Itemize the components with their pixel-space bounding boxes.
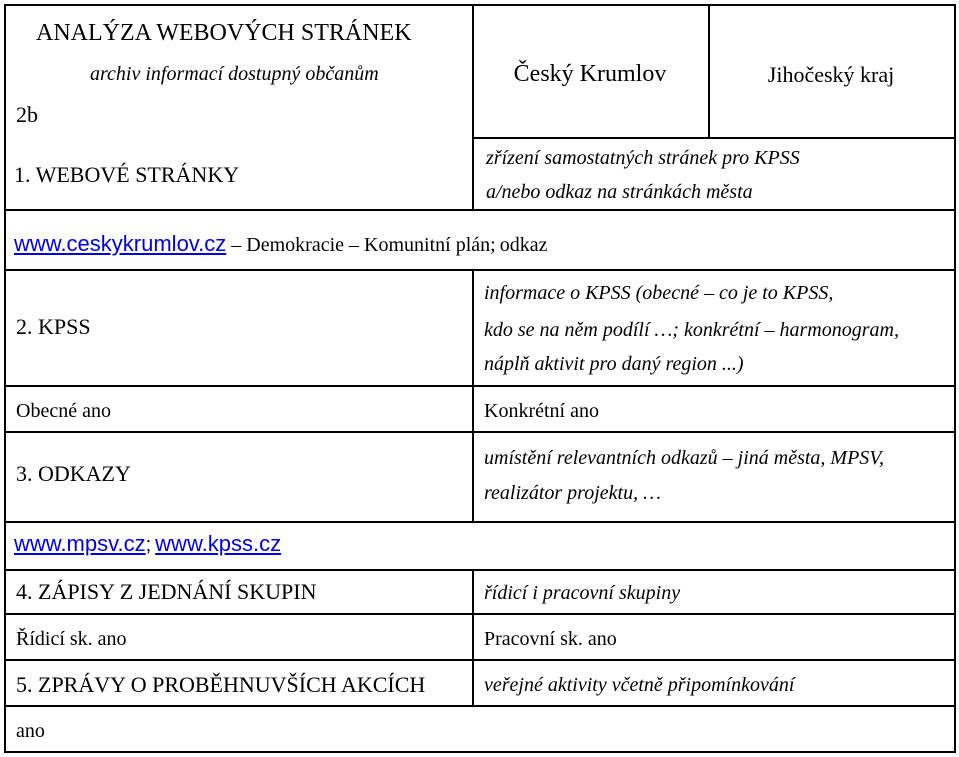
section3-heading-cell bbox=[4, 431, 474, 523]
region-name: Jihočeský kraj bbox=[767, 62, 895, 87]
form-code: 2b bbox=[16, 102, 38, 127]
section3-heading: 3. ODKAZY bbox=[16, 461, 131, 486]
section2-note-cell bbox=[472, 269, 956, 387]
section3-links-line bbox=[14, 533, 281, 555]
section1-note-line2: a/nebo odkaz na stránkách města bbox=[486, 181, 753, 203]
working-answer-line bbox=[484, 629, 617, 649]
section1-note-cell bbox=[472, 137, 956, 211]
form-title: ANALÝZA WEBOVÝCH STRÁNEK bbox=[36, 20, 412, 46]
specific-answer: ano bbox=[570, 400, 599, 422]
steering-answer-line bbox=[16, 629, 127, 649]
working-answer: ano bbox=[587, 628, 617, 650]
section2-specific-cell bbox=[472, 385, 956, 433]
section2-general-cell bbox=[4, 385, 474, 433]
section1-answer-line bbox=[14, 233, 547, 255]
section4-heading: 4. ZÁPISY Z JEDNÁNÍ SKUPIN bbox=[16, 579, 317, 604]
section5-answer-row bbox=[4, 705, 956, 753]
steering-answer: ano bbox=[97, 628, 127, 650]
steering-label: Řídicí sk. bbox=[16, 628, 93, 650]
section2-note-line1: informace o KPSS (obecné – co je to KPSS, bbox=[484, 282, 834, 304]
working-group-cell bbox=[472, 613, 956, 661]
section2-heading: 2. KPSS bbox=[16, 314, 91, 339]
section3-note-line2: realizátor projektu, … bbox=[484, 482, 661, 504]
section5-note: veřejné aktivity včetně připomínkování bbox=[484, 674, 795, 696]
region-cell bbox=[708, 4, 956, 139]
section5-heading: 5. ZPRÁVY O PROBĚHNUVŠÍCH AKCÍCH bbox=[16, 672, 426, 697]
section1-path: – Demokracie – Komunitní plán; bbox=[226, 234, 496, 256]
section4-note-cell bbox=[472, 569, 956, 615]
section4-note: řídicí i pracovní skupiny bbox=[484, 582, 681, 604]
section5-answer: ano bbox=[16, 720, 45, 742]
section1-note-line1: zřízení samostatných stránek pro KPSS bbox=[486, 147, 800, 169]
section1-answer: odkaz bbox=[499, 234, 548, 256]
section3-note-cell bbox=[472, 431, 956, 523]
section1-answer-row bbox=[4, 209, 956, 271]
kpss-link[interactable]: www.kpss.cz bbox=[155, 531, 282, 556]
section5-note-cell bbox=[472, 659, 956, 707]
general-answer: ano bbox=[82, 400, 111, 422]
working-label: Pracovní sk. bbox=[484, 628, 583, 650]
mpsv-link[interactable]: www.mpsv.cz bbox=[14, 531, 146, 556]
links-separator: ; bbox=[145, 534, 152, 556]
steering-group-cell bbox=[4, 613, 474, 661]
section3-note-line1: umístění relevantních odkazů – jiná města, MPSV, bbox=[484, 447, 884, 469]
city-cell bbox=[472, 4, 710, 139]
specific-answer-line bbox=[484, 401, 599, 421]
section3-links-row bbox=[4, 521, 956, 571]
ceskykrumlov-link[interactable]: www.ceskykrumlov.cz bbox=[14, 231, 227, 256]
city-name: Český Krumlov bbox=[513, 61, 667, 87]
section5-heading-cell bbox=[4, 659, 474, 707]
section4-heading-cell bbox=[4, 569, 474, 615]
section2-heading-cell bbox=[4, 269, 474, 387]
specific-label: Konkrétní bbox=[484, 400, 566, 422]
section2-note-line2: kdo se na něm podílí …; konkrétní – harmonogram, bbox=[484, 319, 899, 341]
general-answer-line bbox=[16, 401, 111, 421]
general-label: Obecné bbox=[16, 400, 78, 422]
form-subtitle: archiv informací dostupný občanům bbox=[90, 63, 379, 85]
section2-note-line3: náplň aktivit pro daný region ...) bbox=[484, 353, 744, 375]
section1-heading: 1. WEBOVÉ STRÁNKY bbox=[14, 162, 240, 187]
